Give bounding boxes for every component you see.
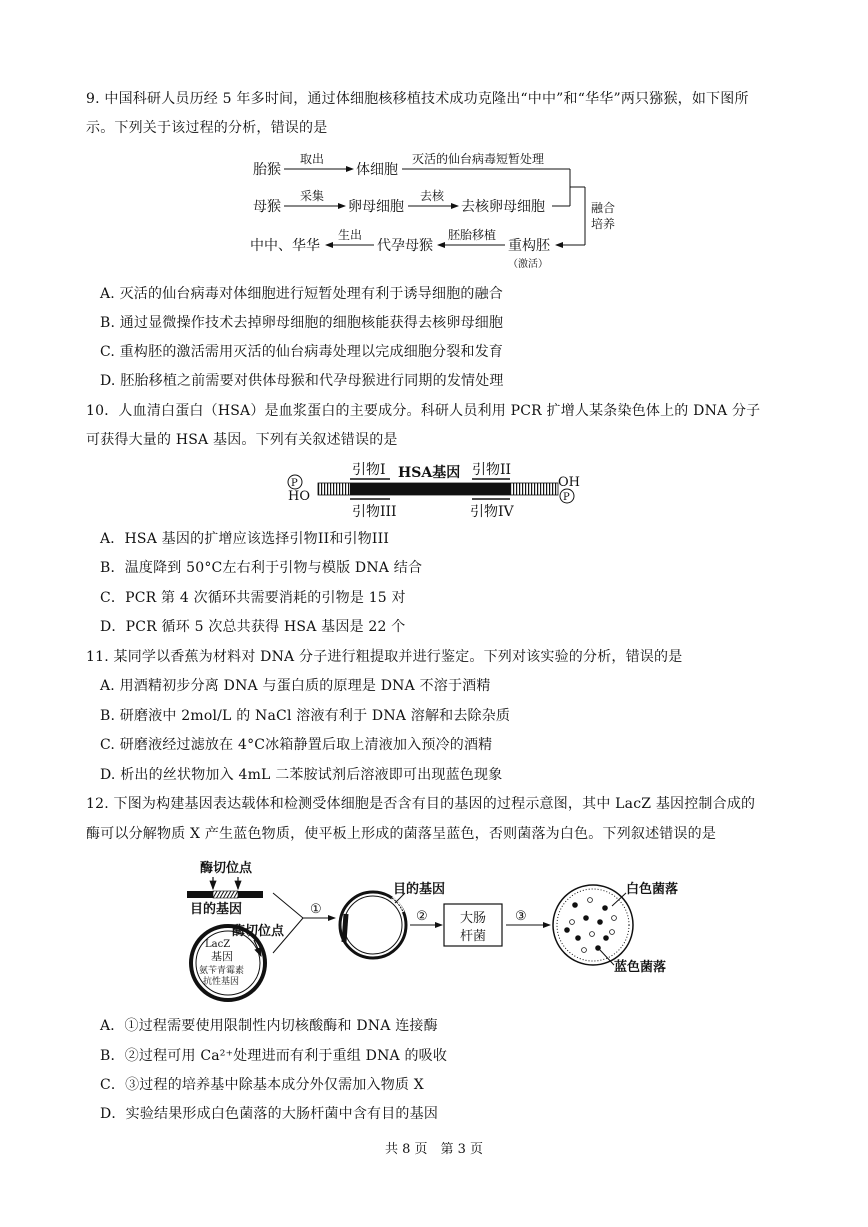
q9-somatic-cell: 体细胞 bbox=[356, 162, 398, 178]
q9-label-virus: 灭活的仙台病毒短暂处理 bbox=[412, 152, 545, 166]
q9-label-fuse: 融合 bbox=[591, 201, 616, 215]
blue-colony-dot bbox=[576, 936, 581, 941]
q9-reconstructed-embryo: 重构胚 bbox=[508, 238, 550, 254]
blue-colony-dot bbox=[603, 906, 608, 911]
q9-oocyte: 卵母细胞 bbox=[348, 199, 404, 215]
white-colony-dot bbox=[570, 920, 575, 925]
q10-stem-line2: 可获得大量的 HSA 基因。下列有关叙述错误的是 bbox=[86, 432, 398, 448]
q12-option-d: D．实验结果形成白色菌落的大肠杆菌中含有目的基因 bbox=[100, 1106, 439, 1122]
q12-stem-line1: 12. 下图为构建基因表达载体和检测受体细胞是否含有目的基因的过程示意图，其中 LacZ 基因控制合成的 bbox=[86, 796, 756, 812]
q9-stem-line2: 示。下列关于该过程的分析，错误的是 bbox=[86, 120, 328, 136]
q11-option-b: B. 研磨液中 2mol/L 的 NaCl 溶液有利于 DNA 溶解和去除杂质 bbox=[100, 708, 511, 724]
q9-fetal-monkey: 胎猴 bbox=[253, 162, 281, 178]
q9-option-c: C. 重构胚的激活需用灭活的仙台病毒处理以完成细胞分裂和发育 bbox=[100, 344, 504, 360]
q10-primer-1: 引物I bbox=[352, 462, 386, 478]
white-colony-dot bbox=[612, 916, 617, 921]
q12-option-a: A．①过程需要使用限制性内切核酸酶和 DNA 连接酶 bbox=[100, 1018, 438, 1034]
q9-surrogate: 代孕母猴 bbox=[377, 238, 433, 254]
q11-option-d: D. 析出的丝状物加入 4mL 二苯胺试剂后溶液即可出现蓝色现象 bbox=[100, 767, 503, 783]
blue-colony-dot bbox=[598, 920, 603, 925]
q12-cut-site-label: 酶切位点 bbox=[200, 861, 253, 876]
q12-ecoli-label-2: 杆菌 bbox=[460, 929, 487, 944]
q12-option-b: B．②过程可用 Ca²⁺处理进而有利于重组 DNA 的吸收 bbox=[100, 1048, 448, 1064]
q9-mother-monkey: 母猴 bbox=[253, 199, 281, 215]
q9-option-a: A. 灭活的仙台病毒对体细胞进行短暂处理有利于诱导细胞的融合 bbox=[100, 286, 504, 302]
q10-option-d: D．PCR 循环 5 次总共获得 HSA 基因是 22 个 bbox=[100, 619, 406, 635]
q9-label-culture: 培养 bbox=[591, 217, 616, 231]
q12-white-colony-label: 白色菌落 bbox=[626, 882, 679, 897]
q10-stem-line1: 10．人血清白蛋白（HSA）是血浆蛋白的主要成分。科研人员利用 PCR 扩增人某条染色体上的 DNA 分子 bbox=[86, 403, 761, 419]
q10-primer-3: 引物III bbox=[352, 504, 397, 520]
q11-option-c: C. 研磨液经过滤放在 4°C冰箱静置后取上清液加入预冷的酒精 bbox=[100, 737, 493, 753]
q12-step-1: ① bbox=[310, 902, 322, 917]
q11-option-a: A. 用酒精初步分离 DNA 与蛋白质的原理是 DNA 不溶于酒精 bbox=[100, 678, 491, 694]
q12-ecoli-label-1: 大肠 bbox=[460, 911, 487, 926]
blue-colony-dot bbox=[573, 903, 578, 908]
q12-target-gene-label: 目的基因 bbox=[190, 902, 243, 917]
q12-amp-label-2: 抗性基因 bbox=[203, 977, 240, 987]
q10-hsa-gene-label: HSA基因 bbox=[398, 465, 461, 481]
svg-text:P: P bbox=[291, 478, 298, 489]
q11-stem: 11. 某同学以香蕉为材料对 DNA 分子进行粗提取并进行鉴定。下列对该实验的分析，错误的是 bbox=[86, 649, 683, 665]
q12-cut-site-label-2: 酶切位点 bbox=[232, 924, 285, 939]
q9-label-transfer: 胚胎移植 bbox=[448, 228, 497, 242]
q12-colonies bbox=[565, 898, 617, 953]
q12-amp-label-1: 氨苄青霉素 bbox=[199, 966, 245, 976]
q12-step-2: ② bbox=[416, 909, 428, 924]
q12-target-gene-label-2: 目的基因 bbox=[393, 882, 446, 897]
q9-enucleated-oocyte: 去核卵母细胞 bbox=[461, 199, 545, 215]
white-colony-dot bbox=[582, 948, 587, 953]
q9-label-take-out: 取出 bbox=[300, 152, 325, 166]
q10-option-a: A．HSA 基因的扩增应该选择引物II和引物III bbox=[100, 531, 390, 547]
q10-option-c: C．PCR 第 4 次循环共需要消耗的引物是 15 对 bbox=[100, 590, 406, 606]
blue-colony-dot bbox=[584, 916, 589, 921]
q12-stem-line2: 酶可以分解物质 X 产生蓝色物质，使平板上形成的菌落呈蓝色，否则菌落为白色。下列叙述错误的是 bbox=[86, 826, 717, 842]
q9-option-b: B. 通过显微操作技术去掉卵母细胞的细胞核能获得去核卵母细胞 bbox=[100, 315, 504, 331]
q12-blue-colony-label: 蓝色菌落 bbox=[614, 960, 667, 975]
page-footer: 共 8 页 第 3 页 bbox=[384, 1142, 484, 1157]
white-colony-dot bbox=[610, 930, 615, 935]
q9-label-enucleate: 去核 bbox=[420, 189, 445, 203]
q10-primer-2: 引物II bbox=[472, 462, 512, 478]
blue-colony-dot bbox=[604, 936, 609, 941]
q9-label-activate: （激活） bbox=[508, 259, 548, 270]
svg-text:P: P bbox=[563, 492, 570, 503]
q9-label-collect: 采集 bbox=[300, 189, 325, 203]
q12-option-c: C．③过程的培养基中除基本成分外仅需加入物质 X bbox=[100, 1077, 424, 1093]
q9-offspring: 中中、华华 bbox=[250, 238, 320, 254]
q9-label-birth: 生出 bbox=[338, 228, 363, 242]
q12-gene-label: 基因 bbox=[211, 950, 233, 963]
white-colony-dot bbox=[590, 932, 595, 937]
blue-colony-dot bbox=[565, 928, 570, 933]
q10-ho-label: HO bbox=[288, 489, 310, 504]
q10-oh-label: OH bbox=[558, 475, 580, 490]
q9-stem-line1: 9. 中国科研人员历经 5 年多时间，通过体细胞核移植技术成功克隆出“中中”和“华华”两只猕猴，如下图所 bbox=[86, 91, 749, 107]
q10-option-b: B．温度降到 50°C左右利于引物与模版 DNA 结合 bbox=[100, 560, 423, 576]
q10-primer-4: 引物IV bbox=[470, 504, 514, 520]
q9-option-d: D. 胚胎移植之前需要对供体母猴和代孕母猴进行同期的发情处理 bbox=[100, 373, 504, 389]
q12-lacz-label: LacZ bbox=[205, 939, 231, 950]
white-colony-dot bbox=[588, 898, 593, 903]
q12-step-3: ③ bbox=[515, 909, 527, 924]
blue-colony-dot bbox=[596, 946, 601, 951]
